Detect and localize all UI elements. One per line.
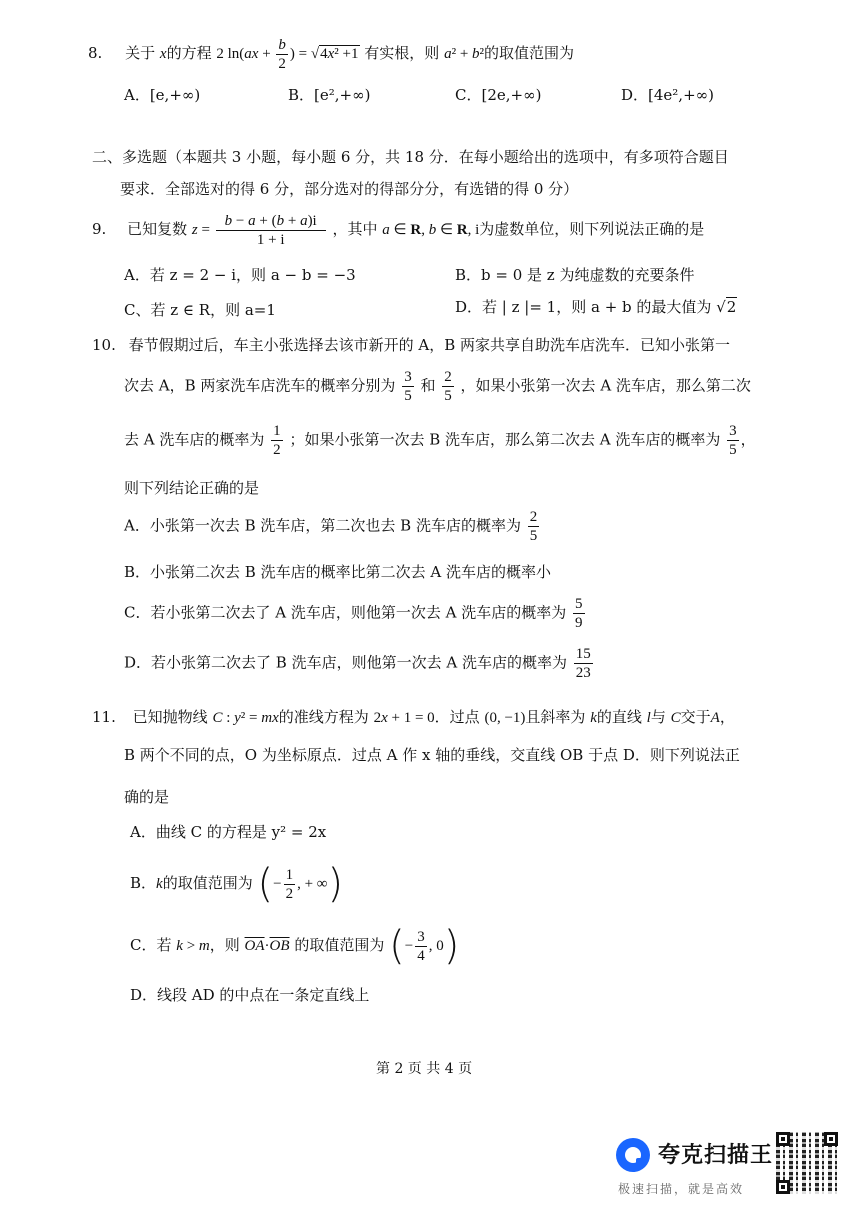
q11-option-c: C．若 k > m，则 $\overline{OA}\cdot\overline{OB}$ 的取值范围为 (− $\frac{3}{4}$ , 0) [130, 923, 460, 969]
q10-frac-2-5: $\frac{2}{5}$ [444, 369, 452, 404]
q8-option-b: B．[e²,+∞) [288, 86, 371, 104]
q9-text-c: 为虚数单位，则下列说法正确的是 [479, 219, 705, 238]
q11-line1: 11. 已知抛物线 C : y² = mx的准线方程为 2x + 1 = 0．过点 (0, −1)且斜率为 k的直线 l与 C交于A， [92, 708, 735, 726]
q11-line1-a: 已知抛物线 [132, 708, 208, 726]
q11-option-b-label: B． [130, 874, 157, 892]
q9-stem: 9. 已知复数 z = $\frac{b - a + (b + a)i}{1 + i}$ ，其中 a ∈ R, b ∈ R, i为虚数单位，则下列说法正确的是 [92, 213, 705, 248]
q11-number: 11. [92, 708, 116, 726]
q10-line2-b: 和 [420, 376, 436, 395]
section2-line1: 二、多选题（本题共 3 小题，每小题 6 分，共 18 分．在每小题给出的选项中，有多项符合题目 [92, 148, 729, 166]
watermark-name: 夸克扫描王 [658, 1143, 774, 1168]
q11-line1-d: 且斜率为 [525, 708, 586, 726]
q11-line1-f: 与 [650, 708, 666, 726]
q9-text-b: ，其中 [332, 219, 378, 238]
q10-line4: 则下列结论正确的是 [124, 479, 260, 497]
q9-option-d: D．若 | z |= 1，则 a + b 的最大值为 √2 [455, 298, 737, 316]
quark-logo-icon [616, 1138, 650, 1172]
q8-text-b: 的方程 [166, 43, 212, 62]
q10-frac-a: $\frac{2}{5}$ [529, 509, 538, 544]
q9-text-a: 已知复数 [127, 219, 188, 238]
q9-option-c: C、若 z ∈ R，则 a=1 [124, 301, 276, 319]
q10-line3 [124, 422, 756, 459]
q8-text-d: 的取值范围为 [484, 43, 575, 62]
q11-option-a: A．曲线 C 的方程是 y² = 2x [130, 823, 327, 841]
q11-line1-e: 的直线 [596, 708, 642, 726]
qr-code-icon [776, 1132, 838, 1194]
q11-option-b-text: 的取值范围为 [162, 874, 253, 892]
q10-line3-a: 去 A 洗车店的概率为 [124, 430, 265, 449]
q11-option-c-text-b: ，则 [209, 936, 240, 954]
q10-option-a [124, 508, 541, 545]
page-footer: 第 2 页 共 4 页 [376, 1061, 473, 1077]
q11-line1-g: 交于 [680, 708, 711, 726]
q10-line1-text: 春节假期过后，车主小张选择去该市新开的 A，B 两家共享自助洗车店洗车．已知小张第一 [128, 336, 731, 354]
q11-option-c-text-c: 的取值范围为 [294, 936, 385, 954]
q10-frac-3-5b: $\frac{3}{5}$ [729, 423, 737, 458]
q11-option-c-label: C．若 [130, 936, 172, 954]
q8-option-d: D．[4e²,+∞) [621, 86, 714, 104]
q10-line3-c: ， [740, 430, 756, 449]
q10-line2-a: 次去 A，B 两家洗车店洗车的概率分别为 [124, 376, 396, 395]
q11-option-d: D．线段 AD 的中点在一条定直线上 [130, 986, 370, 1004]
q8-text-c: 有实根，则 [364, 43, 440, 62]
q11-line2: B 两个不同的点，O 为坐标原点．过点 A 作 x 轴的垂线，交直线 OB 于点 D．则下列说法正 [124, 746, 740, 764]
q10-number: 10. [92, 336, 116, 354]
scanner-watermark [614, 1136, 774, 1206]
q9-option-a: A．若 z = 2 − i，则 a − b = −3 [124, 266, 356, 284]
q10-option-c-text: C．若小张第二次去了 A 洗车店，则他第一次去 A 洗车店的概率为 [124, 603, 567, 622]
q10-line3-b: ；如果小张第一次去 B 洗车店，那么第二次去 A 洗车店的概率为 [289, 430, 721, 449]
q9-option-b: B．b = 0 是 z 为纯虚数的充要条件 [455, 266, 695, 284]
q8-stem: 8. 关于 x的方程 2 ln(ax + $\frac{b}{2}$ ) = √4x² +1 有实根，则 a² + b²的取值范围为 [88, 37, 575, 72]
q11-option-b: B．k的取值范围为 (− $\frac{1}{2}$ , + ∞) [130, 861, 344, 907]
q10-frac-3-5: $\frac{3}{5}$ [404, 369, 412, 404]
q8-option-c: C．[2e,+∞) [455, 86, 542, 104]
q11-line1-b: 的准线方程为 [278, 708, 369, 726]
q8-option-a: A．[e,+∞) [124, 86, 201, 104]
q10-option-c [124, 595, 587, 632]
q10-option-d [124, 645, 595, 682]
q9-number: 9. [92, 219, 107, 238]
q9-option-d-value: 2 [726, 298, 737, 316]
q10-line2 [124, 368, 751, 405]
q9-option-d-text: D．若 | z |= 1，则 a + b 的最大值为 [455, 298, 712, 316]
q10-line1 [92, 334, 730, 355]
q11-line3: 确的是 [124, 788, 170, 806]
watermark-tagline: 极速扫描，就是高效 [618, 1182, 745, 1196]
section2-line2: 要求．全部选对的得 6 分，部分选对的得部分分，有选错的得 0 分） [120, 180, 579, 198]
q10-option-a-text: A．小张第一次去 B 洗车店，第二次也去 B 洗车店的概率为 [124, 516, 521, 535]
q11-line1-c: ．过点 [434, 708, 480, 726]
q10-line2-c: ，如果小张第一次去 A 洗车店，那么第二次 [460, 376, 751, 395]
q10-frac-1-2: $\frac{1}{2}$ [273, 423, 281, 458]
q10-frac-d: $\frac{15}{23}$ [575, 646, 591, 681]
q10-option-b: B．小张第二次去 B 洗车店的概率比第二次去 A 洗车店的概率小 [124, 563, 551, 581]
q8-text-a: 关于 [125, 43, 156, 62]
q10-frac-c: $\frac{5}{9}$ [575, 596, 583, 631]
q8-number: 8. [88, 43, 103, 62]
q10-option-d-text: D．若小张第二次去了 B 洗车店，则他第一次去 A 洗车店的概率为 [124, 653, 567, 672]
